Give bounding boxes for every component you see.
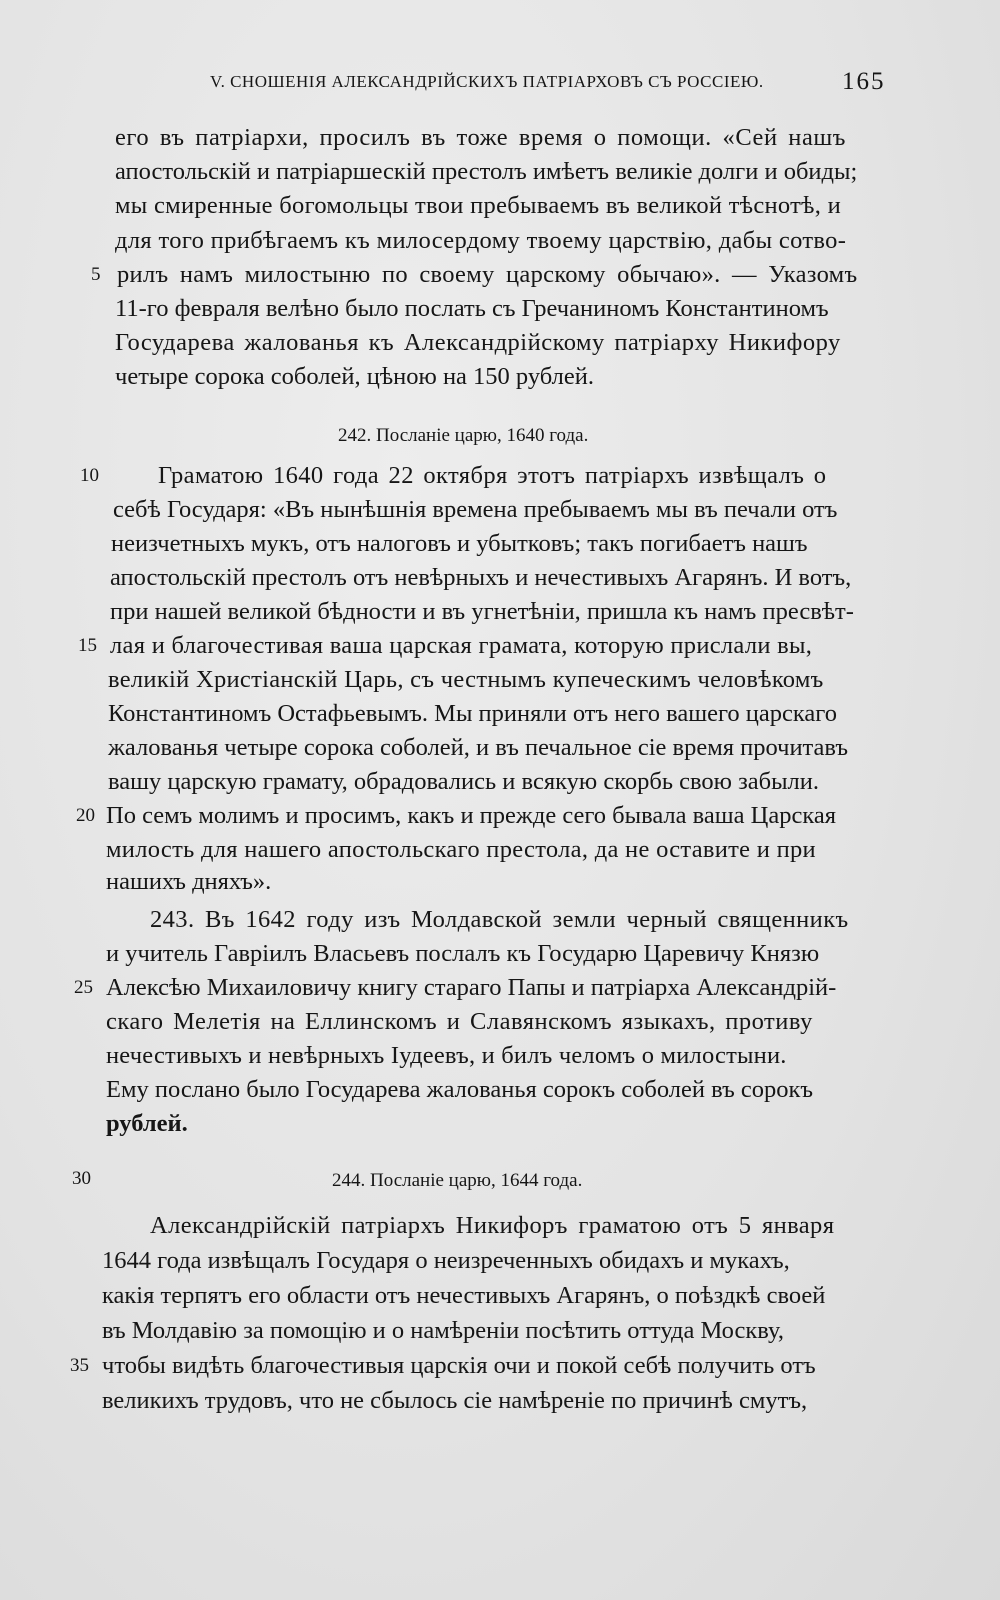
text-line: нечестивыхъ и невѣрныхъ Іудеевъ, и билъ челомъ о милостыни. — [106, 1042, 787, 1069]
text-line: апостольскій престолъ отъ невѣрныхъ и нечестивыхъ Агарянъ. И вотъ, — [110, 564, 852, 591]
running-head: V. СНОШЕНІЯ АЛЕКСАНДРІЙСКИХЪ ПАТРІАРХОВЪ СЪ РОССІЕЮ. — [210, 72, 764, 91]
line-number: 35 — [70, 1355, 89, 1376]
section-heading: 244. Посланіе царю, 1644 года. — [332, 1170, 583, 1191]
section-heading: 242. Посланіе царю, 1640 года. — [338, 425, 589, 446]
text-line: По семъ молимъ и просимъ, какъ и прежде сего бывала ваша Царская — [106, 802, 837, 829]
text-line: 11-го февраля велѣно было послать съ Гречаниномъ Константиномъ — [115, 295, 829, 322]
text-line: скаго Мелетія на Еллинскомъ и Славянскомъ языкахъ, противу — [106, 1008, 813, 1035]
line-number: 20 — [76, 805, 95, 826]
line-number: 10 — [80, 465, 99, 486]
text-line: Алексѣю Михаиловичу книгу стараго Папы и патріарха Александрій- — [106, 974, 837, 1001]
text-line: Константиномъ Остафьевымъ. Мы приняли отъ него вашего царскаго — [108, 700, 837, 727]
text-line: рилъ намъ милостыню по своему царскому обычаю». — Указомъ — [117, 261, 858, 288]
text-line: 243. Въ 1642 году изъ Молдавской земли черный священникъ — [150, 906, 849, 933]
text-line: неизчетныхъ мукъ, отъ налоговъ и убытковъ; такъ погибаетъ нашъ — [111, 530, 808, 557]
text-line: Александрійскій патріархъ Никифоръ граматою отъ 5 января — [150, 1212, 835, 1239]
text-line: какія терпятъ его области отъ нечестивыхъ Агарянъ, о поѣздкѣ своей — [102, 1282, 826, 1309]
text-line: себѣ Государя: «Въ нынѣшнія времена пребываемъ мы въ печали отъ — [113, 496, 838, 523]
text-line: милость для нашего апостольскаго престола, да не оставите и при — [106, 836, 816, 863]
text-line: нашихъ дняхъ». — [106, 868, 272, 895]
text-line: великихъ трудовъ, что не сбылось сіе намѣреніе по причинѣ смутъ, — [102, 1387, 808, 1414]
text-line: 1644 года извѣщалъ Государя о неизреченныхъ обидахъ и мукахъ, — [102, 1247, 790, 1274]
text-line: вашу царскую грамату, обрадовались и всякую скорбь свою забыли. — [108, 768, 820, 795]
text-line: чтобы видѣть благочестивыя царскія очи и покой себѣ получить отъ — [102, 1352, 816, 1379]
text-line: Государева жалованья къ Александрійскому патріарху Никифору — [115, 329, 841, 356]
text-line: лая и благочестивая ваша царская грамата, которую прислали вы, — [110, 632, 813, 659]
page-number: 165 — [842, 68, 886, 95]
text-line: при нашей великой бѣдности и въ угнетѣніи, пришла къ намъ пресвѣт- — [110, 598, 854, 625]
text-line: Граматою 1640 года 22 октября этотъ патріархъ извѣщалъ о — [158, 462, 827, 489]
line-number: 15 — [78, 635, 97, 656]
line-number: 30 — [72, 1168, 91, 1189]
text-line: мы смиренные богомольцы твои пребываемъ въ великой тѣснотѣ, и — [115, 192, 842, 219]
text-line: для того прибѣгаемъ къ милосердому твоему царствію, дабы сотво- — [115, 227, 847, 254]
text-line: рублей. — [106, 1110, 188, 1137]
text-line: и учитель Гавріилъ Власьевъ послалъ къ Государю Царевичу Князю — [106, 940, 820, 967]
text-line: Ему послано было Государева жалованья сорокъ соболей въ сорокъ — [106, 1076, 814, 1103]
line-number: 25 — [74, 977, 93, 998]
text-line: его въ патріархи, просилъ въ тоже время о помощи. «Сей нашъ — [115, 124, 847, 151]
text-line: въ Молдавію за помощію и о намѣреніи посѣтить оттуда Москву, — [102, 1317, 784, 1344]
line-number: 5 — [91, 264, 101, 285]
text-line: четыре сорока соболей, цѣною на 150 рублей. — [115, 363, 594, 390]
text-line: жалованья четыре сорока соболей, и въ печальное сіе время прочитавъ — [108, 734, 849, 761]
text-line: апостольскій и патріаршескій престолъ имѣетъ великіе долги и обиды; — [115, 158, 858, 185]
text-line: великій Христіанскій Царь, съ честнымъ купеческимъ человѣкомъ — [108, 666, 824, 693]
